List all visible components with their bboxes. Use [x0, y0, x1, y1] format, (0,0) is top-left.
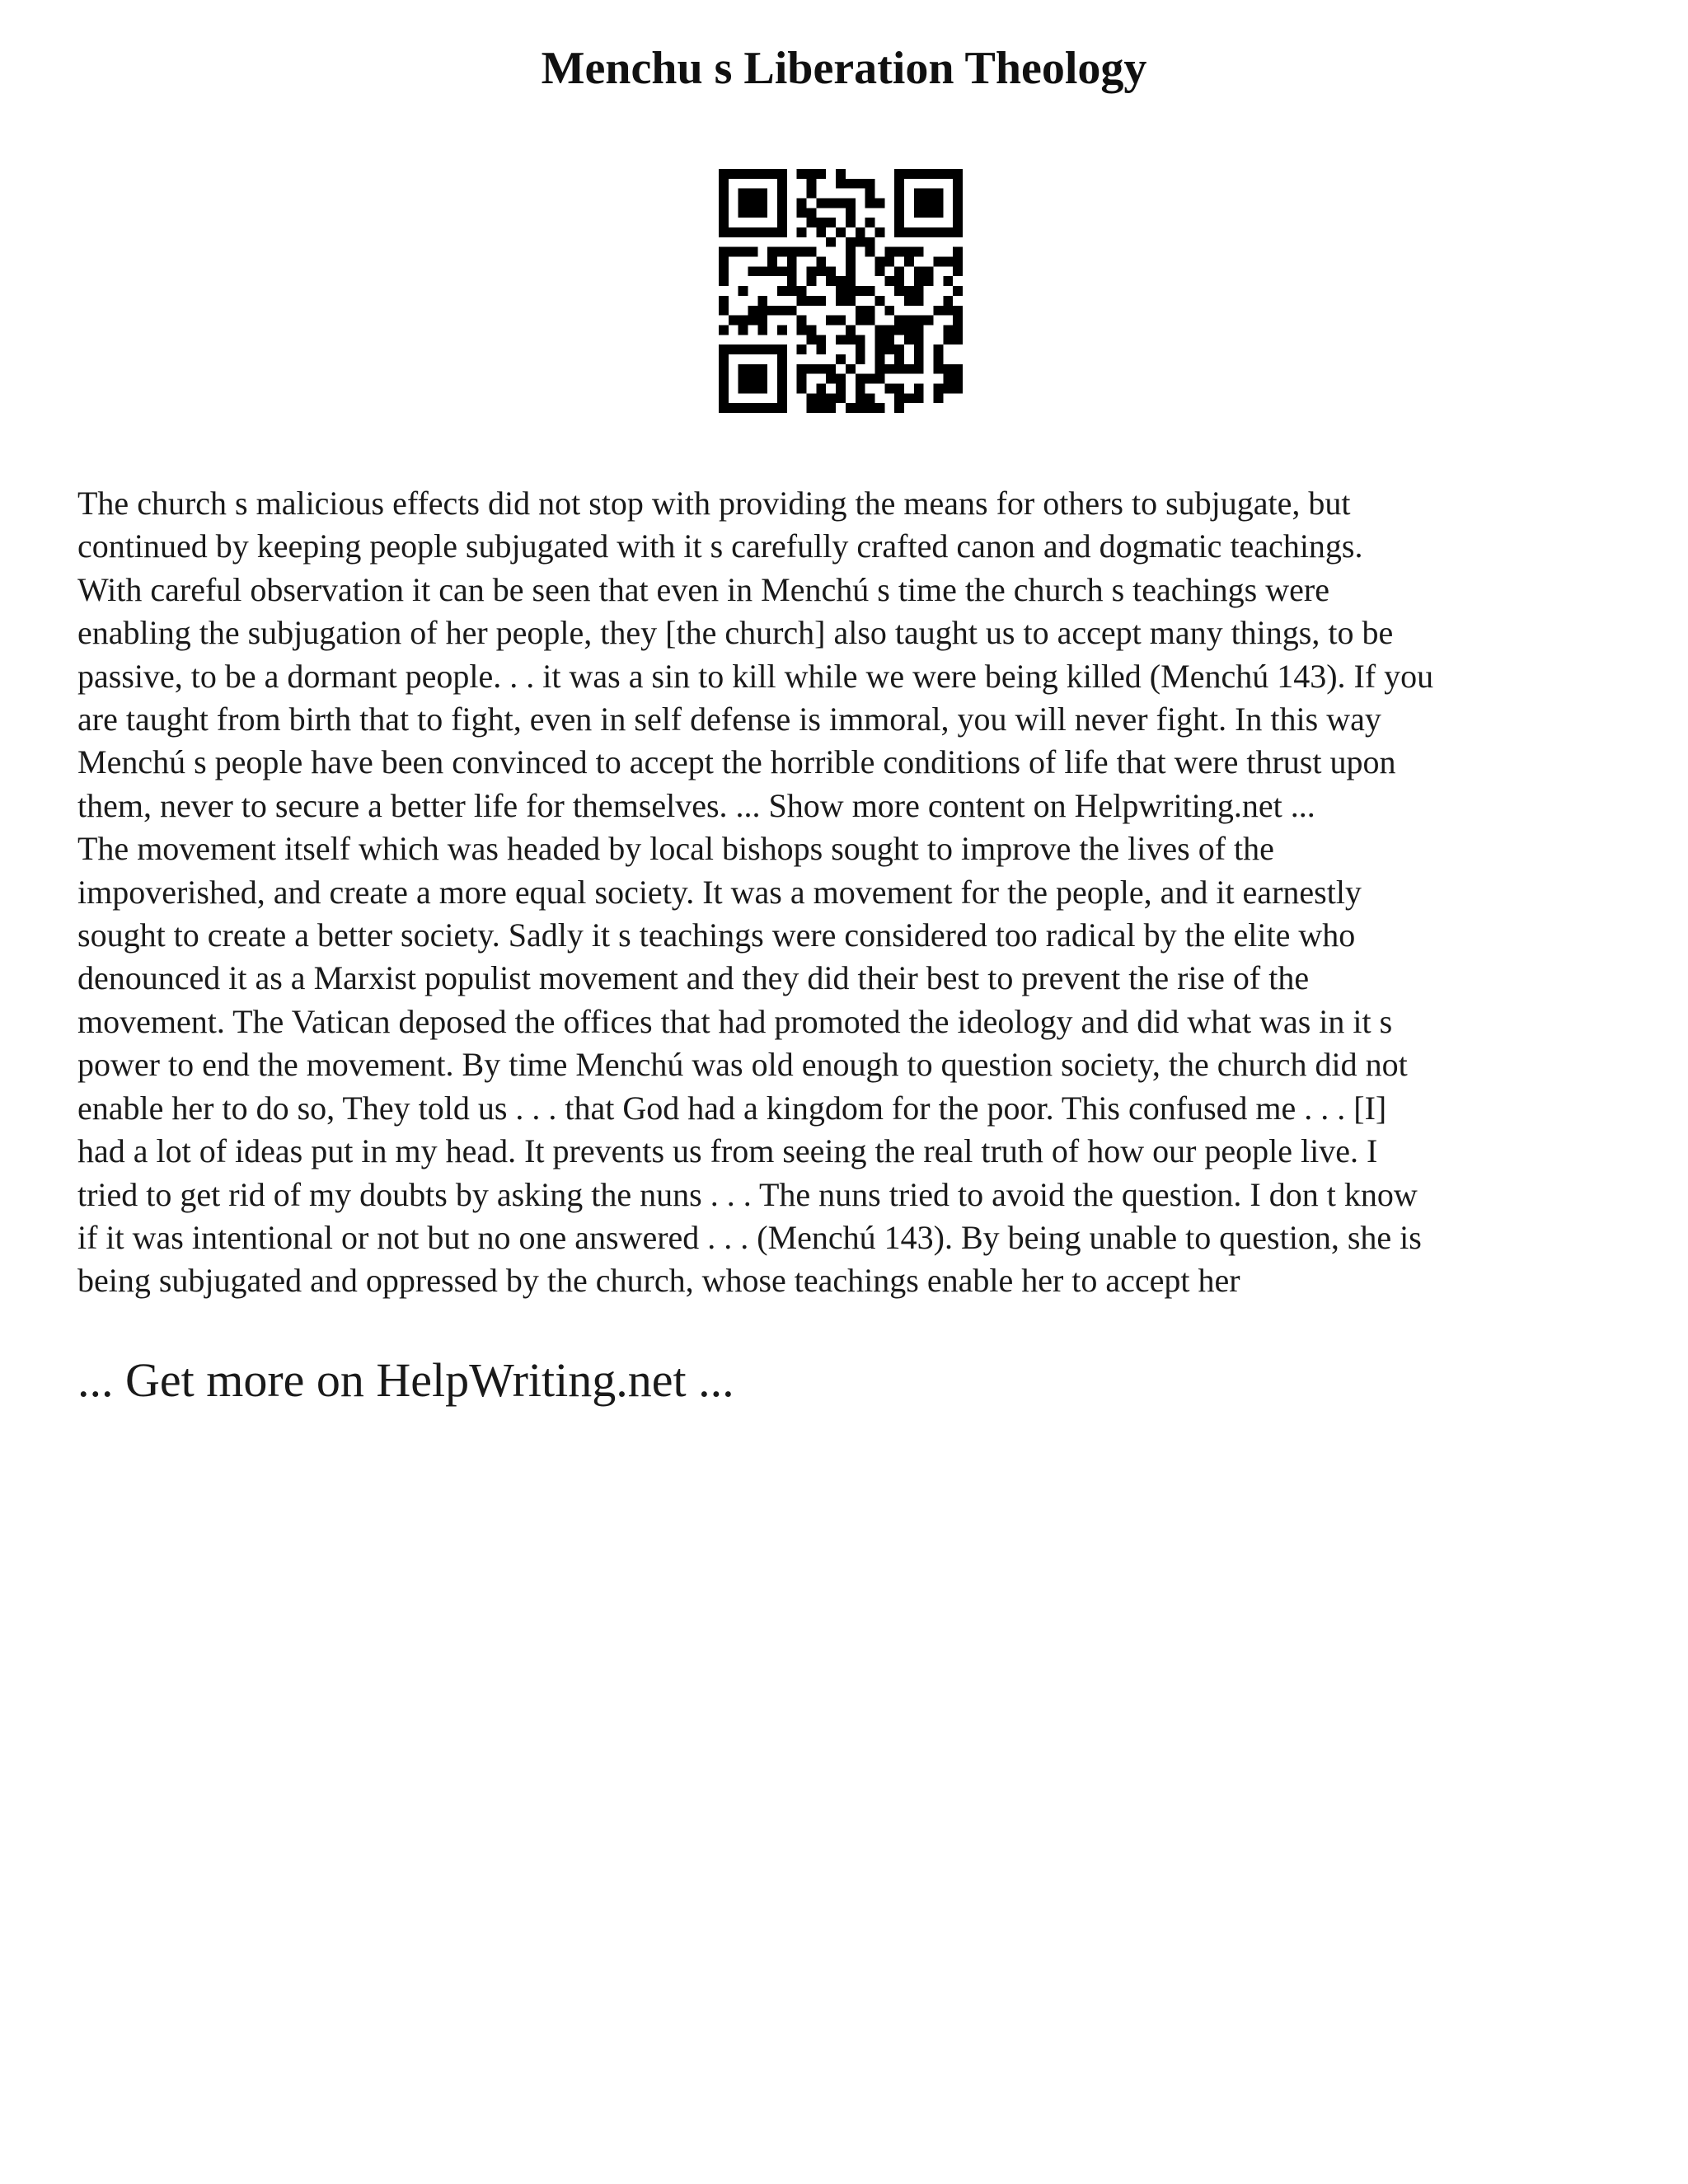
body-line: The church s malicious effects did not stop with providing the means for others to subjugate, but [77, 485, 1351, 522]
qr-code-icon [719, 169, 963, 413]
body-line: tried to get rid of my doubts by asking the nuns . . . The nuns tried to avoid the question. I don t know [77, 1175, 1418, 1213]
get-more-link[interactable]: ... Get more on HelpWriting.net ... [77, 1353, 734, 1407]
body-line: them, never to secure a better life for themselves. ... Show more content on Helpwriting.net ... [77, 786, 1315, 824]
body-line: continued by keeping people subjugated with it s carefully crafted canon and dogmatic teachings. [77, 527, 1363, 565]
body-line: enabling the subjugation of her people, they [the church] also taught us to accept many things, to be [77, 614, 1394, 652]
body-line: With careful observation it can be seen that even in Menchú s time the church s teachings were [77, 570, 1329, 608]
document-title: Menchu s Liberation Theology [541, 43, 1147, 94]
body-line: passive, to be a dormant people. . . it was a sin to kill while we were being killed (Menchú 143). If you [77, 657, 1434, 695]
body-line: movement. The Vatican deposed the offices that had promoted the ideology and did what was in it s [77, 1002, 1393, 1040]
body-line: if it was intentional or not but no one answered . . . (Menchú 143). By being unable to question, she is [77, 1218, 1422, 1256]
body-line: had a lot of ideas put in my head. It prevents us from seeing the real truth of how our people live. I [77, 1132, 1378, 1170]
body-line: power to end the movement. By time Menchú was old enough to question society, the church did not [77, 1046, 1408, 1084]
body-line: impoverished, and create a more equal society. It was a movement for the people, and it earnestly [77, 873, 1362, 911]
body-text [77, 482, 1619, 1303]
body-line: denounced it as a Marxist populist movement and they did their best to prevent the rise of the [77, 959, 1310, 997]
body-line: enable her to do so, They told us . . . that God had a kingdom for the poor. This confused me . . . [I] [77, 1089, 1387, 1127]
body-line: sought to create a better society. Sadly it s teachings were considered too radical by the elite who [77, 916, 1356, 954]
body-line: are taught from birth that to fight, even in self defense is immoral, you will never fight. In this way [77, 701, 1381, 738]
body-line: Menchú s people have been convinced to accept the horrible conditions of life that were thrust upon [77, 743, 1396, 781]
body-line: The movement itself which was headed by local bishops sought to improve the lives of the [77, 830, 1274, 868]
body-line: being subjugated and oppressed by the church, whose teachings enable her to accept her [77, 1262, 1240, 1300]
